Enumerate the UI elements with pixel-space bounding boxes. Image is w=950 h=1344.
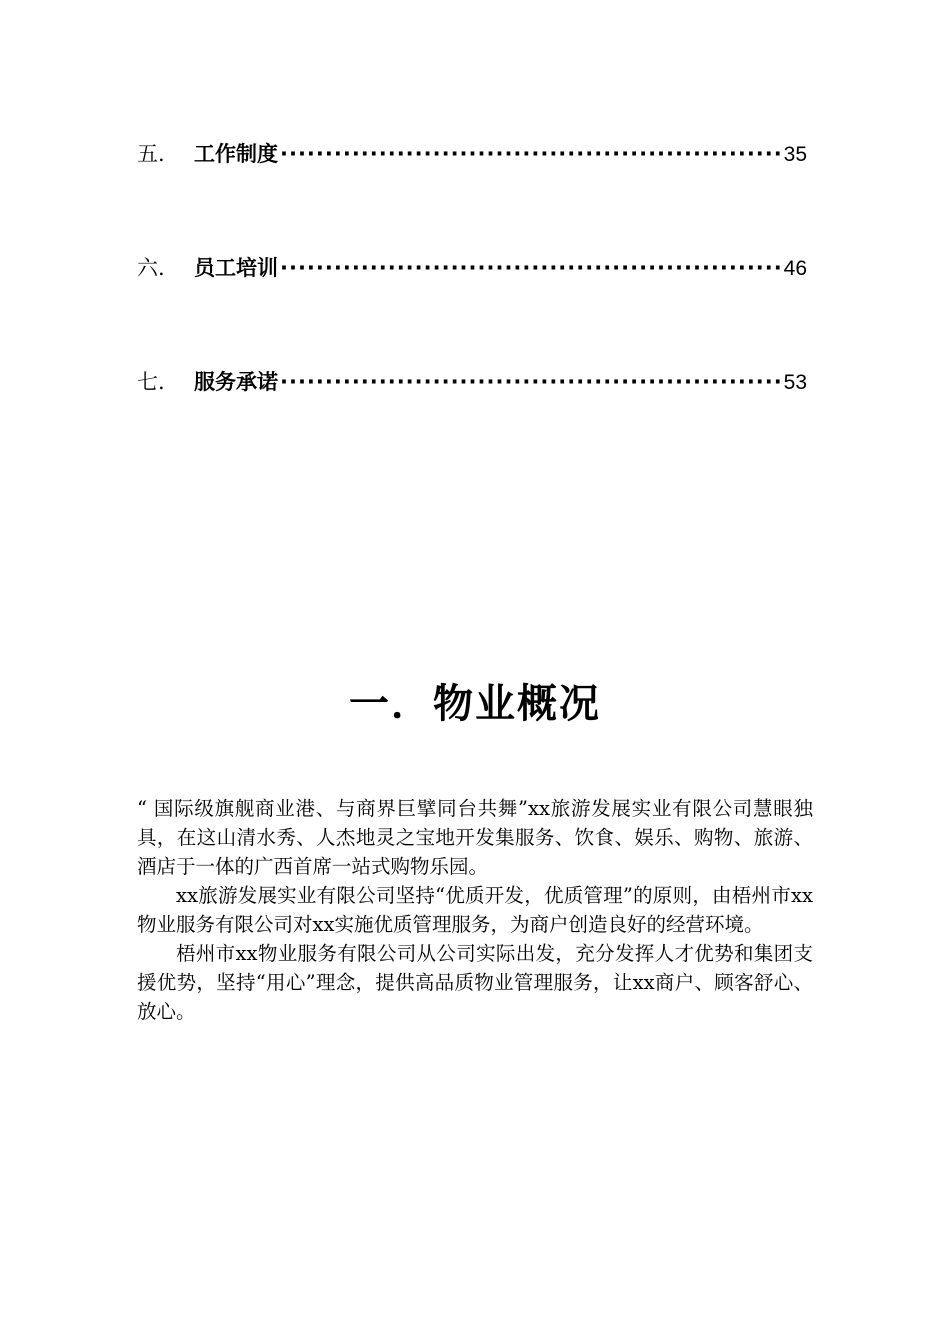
section-body <box>137 794 813 1026</box>
toc-title: 工作制度 <box>194 142 278 166</box>
toc-number: 七. <box>137 370 165 394</box>
toc-leader-dots <box>278 256 784 280</box>
paragraph: 梧州市xx物业服务有限公司从公司实际出发，充分发挥人才优势和集团支援优势，坚持“用心”理念，提供高品质物业管理服务，让xx商户、顾客舒心、放心。 <box>137 942 813 1023</box>
toc-entry[interactable] <box>137 366 807 480</box>
paragraph: “ 国际级旗舰商业港、与商界巨擘同台共舞”xx旅游发展实业有限公司慧眼独具，在这山清水秀、人杰地灵之宝地开发集服务、饮食、娱乐、购物、旅游、酒店于一体的广西首席一站式购物乐园。 <box>137 797 813 878</box>
toc-title: 服务承诺 <box>194 370 278 394</box>
toc-leader-dots <box>278 370 784 394</box>
toc-title: 员工培训 <box>194 256 278 280</box>
toc-page-number: 53 <box>783 371 807 394</box>
table-of-contents <box>137 138 807 480</box>
toc-number: 六. <box>137 256 165 280</box>
toc-entry[interactable] <box>137 138 807 252</box>
toc-page-number: 35 <box>783 143 807 166</box>
section-heading: 一．物业概况 <box>349 681 601 727</box>
toc-number: 五. <box>137 142 165 166</box>
toc-entry[interactable] <box>137 252 807 366</box>
toc-page-number: 46 <box>783 257 807 280</box>
paragraph: xx旅游发展实业有限公司坚持“优质开发，优质管理”的原则，由梧州市xx物业服务有限公司对xx实施优质管理服务，为商户创造良好的经营环境。 <box>137 884 813 936</box>
toc-leader-dots <box>278 142 784 166</box>
